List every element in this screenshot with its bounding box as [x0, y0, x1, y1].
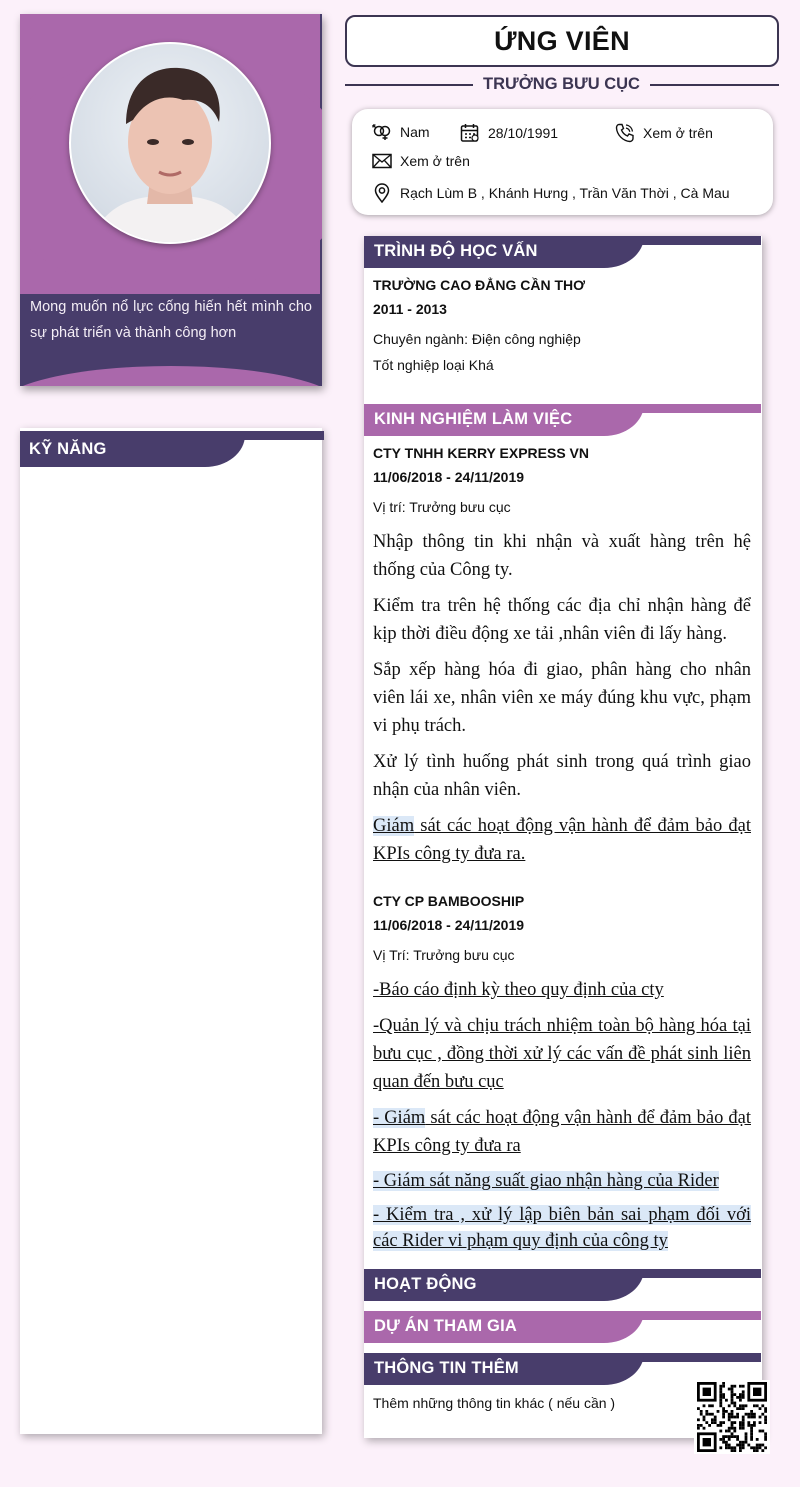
extra-info-text: Thêm những thông tin khác ( nếu cần )	[373, 1395, 616, 1411]
section-title: KỸ NĂNG	[29, 440, 107, 458]
envelope-icon	[372, 153, 392, 169]
gender-icon	[372, 123, 392, 141]
education-section-header	[364, 236, 761, 268]
job-duty: -Quản lý và chịu trách nhiệm toàn bộ hàng hóa tại bưu cục , đồng thời xử lý các vấn đề phát sinh liên quan đến bưu cục	[373, 1016, 751, 1092]
divider-line	[650, 84, 779, 86]
job-company: CTY TNHH KERRY EXPRESS VN	[373, 445, 590, 461]
job-duty: -Báo cáo định kỳ theo quy định của cty	[373, 980, 664, 1000]
location-pin-icon	[372, 183, 392, 203]
job-duty	[373, 1104, 751, 1160]
phone-icon	[615, 123, 635, 143]
qr-code	[694, 1380, 770, 1454]
skills-card	[20, 428, 322, 1434]
job-duty: Sắp xếp hàng hóa đi giao, phân hàng cho nhân viên lái xe, nhân viên xe máy đúng khu vực, phạm vi phụ trách.	[373, 660, 751, 736]
job-duty: Xử lý tình huống phát sinh trong quá trình giao nhận của nhân viên.	[373, 752, 751, 800]
experience-section-header	[364, 404, 761, 436]
highlighted-text: - Giám sát năng suất giao nhận hàng của Rider	[373, 1171, 719, 1191]
highlighted-text: Giám	[373, 816, 415, 836]
job-duty	[373, 1168, 751, 1194]
avatar	[71, 44, 269, 242]
divider-line	[345, 84, 473, 86]
gender-value: Nam	[400, 124, 430, 140]
job-role: Vị trí: Trưởng bưu cục	[373, 499, 511, 515]
job-dates: 11/06/2018 - 24/11/2019	[373, 917, 525, 933]
position-title: TRƯỞNG BƯU CỤC	[483, 75, 640, 93]
projects-section-header	[364, 1311, 761, 1343]
highlighted-text: - Kiểm tra , xử lý lập biên bản sai phạm đối với các Rider vi phạm quy định của công ty	[373, 1205, 751, 1251]
duty-text: sát các hoạt động vận hành để đảm bảo đạt KPIs công ty đưa ra.	[373, 816, 751, 864]
education-school: TRƯỜNG CAO ĐẲNG CẦN THƠ	[373, 277, 586, 293]
job-duty	[373, 1202, 751, 1254]
duty-text: sát các hoạt động vận hành để đảm bảo đạt KPIs công ty đưa ra	[373, 1108, 751, 1156]
contact-box	[352, 109, 773, 215]
email-value: Xem ở trên	[400, 153, 470, 169]
job-duty: Nhập thông tin khi nhận và xuất hàng trên hệ thống của Công ty.	[373, 532, 751, 580]
section-title: TRÌNH ĐỘ HỌC VẤN	[374, 242, 538, 260]
candidate-name-box	[345, 15, 779, 67]
skills-section-header	[20, 431, 324, 463]
job-duty	[373, 812, 751, 868]
section-title: THÔNG TIN THÊM	[374, 1359, 519, 1377]
birthday-item	[460, 123, 558, 143]
job-duty: Kiểm tra trên hệ thống các địa chỉ nhận hàng để kịp thời điều động xe tải ,nhân viên đi lấy hàng.	[373, 596, 751, 644]
gender-item	[372, 123, 430, 141]
activities-section-header	[364, 1269, 761, 1301]
section-title: DỰ ÁN THAM GIA	[374, 1317, 517, 1335]
email-item	[372, 153, 470, 169]
education-major: Chuyên ngành: Điện công nghiệp	[373, 331, 581, 347]
career-objective: Mong muốn nổ lực cống hiến hết mình cho sự phát triển và thành công hơn	[30, 299, 312, 341]
phone-item	[615, 123, 713, 143]
section-title: KINH NGHIỆM LÀM VIỆC	[374, 410, 573, 428]
highlighted-text: - Giám	[373, 1108, 426, 1128]
candidate-name: ỨNG VIÊN	[494, 26, 630, 56]
address-item	[372, 183, 730, 203]
address-value: Rạch Lùm B , Khánh Hưng , Trần Văn Thời , Cà Mau	[400, 185, 730, 201]
education-years: 2011 - 2013	[373, 301, 447, 317]
job-dates: 11/06/2018 - 24/11/2019	[373, 469, 525, 485]
phone-value: Xem ở trên	[643, 125, 713, 141]
birthday-value: 28/10/1991	[488, 125, 559, 141]
job-role: Vị Trí: Trưởng bưu cục	[373, 947, 515, 963]
job-company: CTY CP BAMBOOSHIP	[373, 893, 525, 909]
calendar-icon	[460, 123, 480, 143]
education-grade: Tốt nghiệp loại Khá	[373, 357, 494, 373]
profile-card	[20, 14, 322, 386]
section-title: HOẠT ĐỘNG	[374, 1275, 477, 1293]
profile-bottom-wave	[20, 366, 322, 386]
